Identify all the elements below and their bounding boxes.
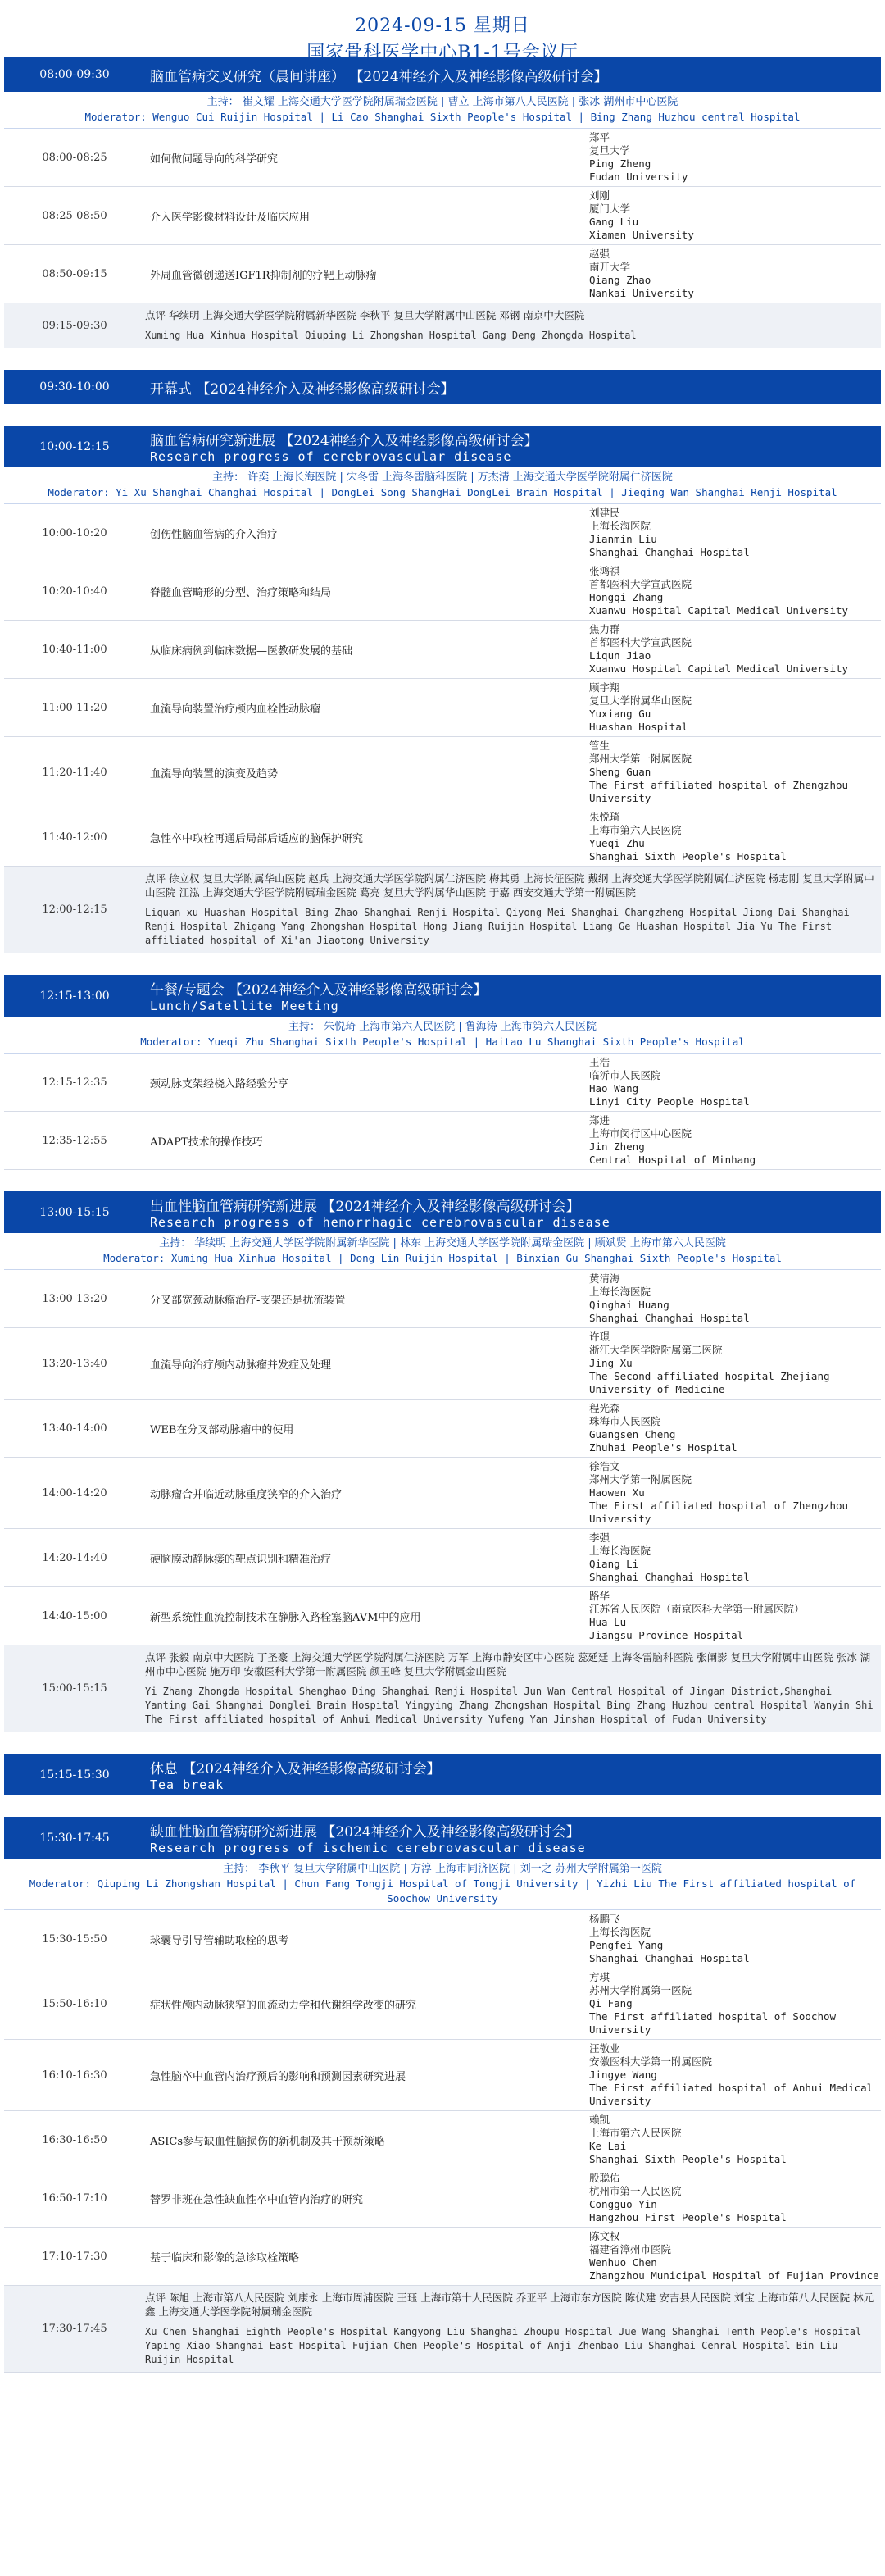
discussion-cn: 点评 徐立权 复旦大学附属华山医院 赵兵 上海交通大学医学院附属仁济医院 梅其勇 上海长征医院 戴纲 上海交通大学医学院附属仁济医院 杨志刚 复旦大学附属中山医院 江泓 上海交通大学医学院附属瑞金医院 葛亮 复旦大学附属华山医院 于嘉 西安交通大学第一附属医院 [145, 872, 874, 899]
speaker-name-en: Wenhuo Chen [589, 2256, 657, 2269]
session-title: 出血性脑血管病研究新进展 【2024神经介入及神经影像高级研讨会】 [150, 1199, 580, 1215]
speaker-name-en: Pengfei Yang [589, 1939, 664, 1951]
speaker-institution-cn: 浙江大学医学院附属第二医院 [589, 1344, 723, 1356]
speaker-institution-en: Shanghai Changhai Hospital [589, 1952, 750, 1964]
speaker-institution-en: Hangzhou First People's Hospital [589, 2211, 787, 2223]
speaker-name-en: Qinghai Huang [589, 1299, 669, 1311]
session-title-en: Research progress of ischemic cerebrovascular disease [150, 1841, 586, 1855]
talk-topic: 替罗非班在急性缺血性卒中血管内治疗的研究 [150, 2193, 364, 2206]
session-moderators [4, 1017, 881, 1054]
speaker-name-cn: 顾宇翔 [589, 681, 620, 694]
speaker-name-cn: 陈文权 [589, 2230, 620, 2242]
speaker-institution-en: Xuanwu Hospital Capital Medical University [589, 604, 849, 617]
discussion-cn: 点评 华续明 上海交通大学医学院附属新华医院 李秋平 复旦大学附属中山医院 邓钢 南京中大医院 [145, 309, 585, 321]
discussion-body [145, 1645, 881, 1732]
discussion-row [4, 867, 881, 953]
session-moderators [4, 1859, 881, 1910]
sessions-container [0, 57, 885, 2373]
speaker-institution-en: Zhuhai People's Hospital [589, 1441, 738, 1454]
talk-speaker [589, 2228, 881, 2285]
session-title-wrap [145, 1191, 881, 1233]
speaker-name-en: Yuxiang Gu [589, 708, 651, 720]
talk-speaker [589, 1968, 881, 2039]
talk-speaker [589, 1112, 881, 1169]
session-title: 午餐/专题会 【2024神经介入及神经影像高级研讨会】 [150, 982, 488, 999]
talk-row [4, 562, 881, 621]
talk-time: 12:15-12:35 [42, 1076, 107, 1089]
speaker-name-cn: 路华 [589, 1590, 610, 1602]
session-title: 缺血性脑血管病研究新进展 【2024神经介入及神经影像高级研讨会】 [150, 1824, 580, 1841]
session-time: 15:15-15:30 [39, 1768, 110, 1782]
talk-topic: 球囊导引导管辅助取栓的思考 [150, 1934, 289, 1947]
talk-time: 14:00-14:20 [42, 1486, 107, 1500]
moderators-en: Moderator: Qiuping Li Zhongshan Hospital | Chun Fang Tongji Hospital of Tongji University | Yizhi Liu The First affiliated hospital of Soochow University [29, 1877, 856, 1905]
session-gap [0, 1732, 885, 1754]
talk-time: 16:30-16:50 [42, 2133, 107, 2146]
talk-row [4, 129, 881, 187]
talk-row [4, 1054, 881, 1112]
session-moderators [4, 92, 881, 129]
session-title-wrap [145, 61, 881, 89]
speaker-institution-en: The First affiliated hospital of Anhui Medical University [589, 2082, 874, 2107]
speaker-name-cn: 程光森 [589, 1402, 620, 1414]
session-time: 12:15-13:00 [39, 989, 110, 1003]
speaker-institution-cn: 杭州市第一人民医院 [589, 2185, 682, 2197]
speaker-institution-cn: 苏州大学附属第一医院 [589, 1984, 692, 1996]
moderators-cn: 主持： 华续明 上海交通大学医学院附属新华医院 | 林东 上海交通大学医学院附属瑞金医院 | 顾斌贤 上海市第六人民医院 [159, 1237, 726, 1249]
speaker-name-cn: 许璟 [589, 1331, 610, 1343]
talk-time: 11:20-11:40 [42, 766, 107, 779]
talk-speaker [589, 1587, 881, 1645]
talk-row [4, 2169, 881, 2228]
talk-row [4, 1400, 881, 1458]
session-block [4, 57, 881, 348]
speaker-name-cn: 黄清海 [589, 1272, 620, 1285]
session-title-wrap [145, 975, 881, 1017]
session-title: 休息 【2024神经介入及神经影像高级研讨会】 [150, 1761, 441, 1777]
discussion-cn: 点评 陈旭 上海市第八人民医院 刘康永 上海市周浦医院 王珏 上海市第十人民医院 乔亚平 上海市东方医院 陈伏建 安吉县人民医院 刘宝 上海市第八人民医院 林元鑫 上海交通大学医学院附属瑞金医院 [145, 2292, 874, 2318]
talk-speaker [589, 1910, 881, 1968]
session-time: 13:00-15:15 [39, 1205, 110, 1219]
session-header [4, 975, 881, 1017]
speaker-name-en: Ke Lai [589, 2140, 627, 2152]
session-header [4, 1817, 881, 1859]
talk-speaker [589, 1328, 881, 1399]
session-title-wrap [145, 426, 881, 467]
talk-topic: 基于临床和影像的急诊取栓策略 [150, 2251, 300, 2264]
talk-topic: WEB在分叉部动脉瘤中的使用 [150, 1423, 294, 1436]
speaker-name-cn: 方琪 [589, 1971, 610, 1983]
talk-speaker [589, 2169, 881, 2227]
discussion-row [4, 303, 881, 348]
talk-time: 08:25-08:50 [42, 209, 107, 222]
speaker-institution-en: Huashan Hospital [589, 721, 688, 733]
talk-time: 15:50-16:10 [42, 1997, 107, 2010]
talk-topic: 分叉部宽颈动脉瘤治疗-支架还是扰流装置 [150, 1294, 346, 1307]
speaker-institution-en: The First affiliated hospital of Zhengzhou University [589, 779, 849, 804]
discussion-en: Yi Zhang Zhongda Hospital Shenghao Ding Shanghai Renji Hospital Jun Wan Central Hospital of Jingan District,Shanghai Yanting Gai Shanghai Donglei Brain Hospital Yingying Zhang Zhongshan Hospital Bing Zhang Huzhou central Hospital Wanyin Shi The First affiliated hospital of Anhui Medical University Yufeng Yan Jinshan Hospital of Fudan University [145, 1686, 874, 1725]
session-title-en: Lunch/Satellite Meeting [150, 999, 339, 1013]
talk-speaker [589, 1529, 881, 1586]
discussion-body [145, 867, 881, 953]
moderators-en: Moderator: Yueqi Zhu Shanghai Sixth People's Hospital | Haitao Lu Shanghai Sixth People's Hospital [140, 1035, 745, 1048]
talk-row [4, 1529, 881, 1587]
speaker-institution-cn: 首都医科大学宣武医院 [589, 578, 692, 590]
speaker-name-cn: 朱悦琦 [589, 811, 620, 823]
talk-topic: 硬脑膜动静脉瘘的靶点识别和精准治疗 [150, 1553, 332, 1566]
session-gap [0, 1795, 885, 1817]
talk-row [4, 2228, 881, 2286]
speaker-institution-en: Shanghai Changhai Hospital [589, 1571, 750, 1583]
discussion-time: 12:00-12:15 [42, 903, 107, 916]
session-title-wrap [145, 374, 881, 401]
talk-row [4, 504, 881, 562]
talk-time: 10:00-10:20 [42, 526, 107, 539]
talk-time: 14:40-15:00 [42, 1609, 107, 1623]
speaker-institution-en: Xiamen University [589, 229, 694, 241]
talk-time: 17:10-17:30 [42, 2250, 107, 2263]
talk-topic: 如何做问题导向的科学研究 [150, 152, 279, 166]
speaker-name-cn: 赖凯 [589, 2114, 610, 2126]
talk-row [4, 621, 881, 679]
talk-time: 11:40-12:00 [42, 831, 107, 844]
speaker-name-en: Jin Zheng [589, 1140, 645, 1153]
page-header [0, 0, 885, 63]
talk-row [4, 679, 881, 737]
talk-speaker [589, 1458, 881, 1528]
talk-time: 12:35-12:55 [42, 1134, 107, 1147]
session-title-wrap [145, 1817, 881, 1859]
speaker-institution-en: Nankai University [589, 287, 694, 299]
talk-speaker [589, 808, 881, 866]
talk-row [4, 2111, 881, 2169]
talk-topic: 创伤性脑血管病的介入治疗 [150, 528, 279, 541]
speaker-institution-en: Fudan University [589, 171, 688, 183]
speaker-institution-cn: 上海长海医院 [589, 1545, 651, 1557]
talk-speaker [589, 562, 881, 620]
talk-row [4, 808, 881, 867]
talk-row [4, 1910, 881, 1968]
talk-row [4, 1968, 881, 2040]
speaker-institution-en: Shanghai Sixth People's Hospital [589, 2153, 787, 2165]
talk-topic: 新型系统性血流控制技术在静脉入路栓塞脑AVM中的应用 [150, 1611, 421, 1624]
speaker-name-en: Liqun Jiao [589, 649, 651, 662]
talk-topic: 急性卒中取栓再通后局部后适应的脑保护研究 [150, 832, 364, 845]
talk-topic: 从临床病例到临床数据—医教研发展的基础 [150, 644, 353, 658]
speaker-institution-cn: 福建省漳州市医院 [589, 2243, 672, 2255]
session-title-en: Tea break [150, 1777, 225, 1792]
talk-speaker [589, 129, 881, 186]
speaker-name-cn: 汪敬业 [589, 2042, 620, 2055]
speaker-name-en: Hongqi Zhang [589, 591, 664, 603]
speaker-institution-cn: 首都医科大学宣武医院 [589, 636, 692, 649]
session-header [4, 1191, 881, 1233]
discussion-en: Xuming Hua Xinhua Hospital Qiuping Li Zhongshan Hospital Gang Deng Zhongda Hospital [145, 330, 637, 341]
talk-speaker [589, 187, 881, 244]
speaker-name-en: Hua Lu [589, 1616, 627, 1628]
speaker-name-cn: 刘刚 [589, 189, 610, 202]
session-gap [0, 404, 885, 426]
moderators-en: Moderator: Yi Xu Shanghai Changhai Hospital | DongLei Song ShangHai DongLei Brain Hospital | Jieqing Wan Shanghai Renji Hospital [48, 486, 837, 498]
talk-speaker [589, 2111, 881, 2169]
speaker-name-cn: 赵强 [589, 248, 610, 260]
talk-speaker [589, 1270, 881, 1327]
talk-row [4, 1458, 881, 1529]
session-block [4, 370, 881, 404]
session-title: 开幕式 【2024神经介入及神经影像高级研讨会】 [150, 380, 455, 398]
moderators-en: Moderator: Wenguo Cui Ruijin Hospital | Li Cao Shanghai Sixth People's Hospital | Bing Zhang Huzhou central Hospital [84, 111, 801, 123]
speaker-name-cn: 徐浩文 [589, 1460, 620, 1472]
speaker-institution-en: Shanghai Sixth People's Hospital [589, 850, 787, 862]
talk-row [4, 1270, 881, 1328]
session-time: 15:30-17:45 [39, 1831, 110, 1845]
talk-row [4, 1328, 881, 1400]
speaker-name-cn: 郑进 [589, 1114, 610, 1126]
talk-time: 10:40-11:00 [42, 643, 107, 656]
session-gap [0, 953, 885, 975]
speaker-institution-cn: 临沂市人民医院 [589, 1069, 661, 1081]
page-venue: 国家骨科医学中心B1-1号会议厅 [306, 43, 579, 63]
moderators-cn: 主持： 崔文耀 上海交通大学医学院附属瑞金医院 | 曹立 上海市第八人民医院 | 张冰 湖州市中心医院 [206, 96, 678, 108]
session-moderators [4, 467, 881, 504]
speaker-institution-en: The First affiliated hospital of Zhengzhou University [589, 1500, 849, 1525]
talk-topic: 血流导向装置治疗颅内血栓性动脉瘤 [150, 703, 321, 716]
speaker-name-cn: 管生 [589, 740, 610, 752]
discussion-row [4, 1645, 881, 1732]
speaker-name-en: Jingye Wang [589, 2069, 657, 2081]
talk-time: 16:10-16:30 [42, 2069, 107, 2082]
talk-time: 10:20-10:40 [42, 585, 107, 598]
discussion-time: 09:15-09:30 [42, 319, 107, 332]
talk-row [4, 245, 881, 303]
speaker-institution-cn: 上海长海医院 [589, 520, 651, 532]
speaker-institution-cn: 安徽医科大学第一附属医院 [589, 2055, 713, 2068]
discussion-row [4, 2286, 881, 2373]
speaker-name-cn: 郑平 [589, 131, 610, 143]
speaker-name-cn: 李强 [589, 1531, 610, 1544]
talk-speaker [589, 1400, 881, 1457]
talk-topic: 血流导向治疗颅内动脉瘤并发症及处理 [150, 1359, 332, 1372]
speaker-institution-en: Central Hospital of Minhang [589, 1154, 756, 1166]
discussion-cn: 点评 张毅 南京中大医院 丁圣豪 上海交通大学医学院附属仁济医院 万军 上海市静安区中心医院 蕊延廷 上海冬雷脑科医院 张阐影 复旦大学附属中山医院 张冰 湖州市中心医院 施万印 安徽医科大学第一附属医院 颜玉峰 复旦大学附属金山医院 [145, 1651, 871, 1677]
speaker-name-en: Jing Xu [589, 1357, 633, 1369]
page-date: 2024-09-15 星期日 [355, 16, 530, 36]
talk-topic: 急性脑卒中血管内治疗预后的影响和预测因素研究进展 [150, 2070, 406, 2083]
talk-topic: 症状性颅内动脉狭窄的血流动力学和代谢组学改变的研究 [150, 1999, 417, 2012]
talk-row [4, 737, 881, 808]
discussion-en: Liquan xu Huashan Hospital Bing Zhao Shanghai Renji Hospital Qiyong Mei Shanghai Changzheng Hospital Jiong Dai Shanghai Renji Hospital Zhigang Yang Zhongshan Hospital Hong Jiang Ruijin Hospital Liang Ge Huashan Hospital Jia Yu The First affiliated hospital of Xi'an Jiaotong University [145, 907, 850, 946]
speaker-name-cn: 王浩 [589, 1056, 610, 1068]
speaker-institution-cn: 厦门大学 [589, 203, 631, 215]
session-title-en: Research progress of cerebrovascular disease [150, 449, 512, 464]
speaker-name-en: Haowen Xu [589, 1486, 645, 1499]
talk-row [4, 1112, 881, 1170]
speaker-institution-cn: 上海市闵行区中心医院 [589, 1127, 692, 1140]
speaker-institution-cn: 上海长海医院 [589, 1926, 651, 1938]
speaker-institution-en: Shanghai Changhai Hospital [589, 546, 750, 558]
speaker-name-cn: 焦力群 [589, 623, 620, 635]
speaker-name-en: Qiang Li [589, 1558, 639, 1570]
talk-speaker [589, 245, 881, 303]
talk-row [4, 1587, 881, 1645]
speaker-institution-cn: 上海长海医院 [589, 1286, 651, 1298]
session-block [4, 975, 881, 1170]
session-gap [0, 348, 885, 370]
talk-topic: 血流导向装置的演变及趋势 [150, 767, 279, 781]
talk-speaker [589, 1054, 881, 1111]
session-time: 09:30-10:00 [39, 380, 110, 394]
session-time: 08:00-09:30 [39, 68, 110, 81]
speaker-name-en: Yueqi Zhu [589, 837, 645, 849]
discussion-time: 17:30-17:45 [42, 2323, 107, 2335]
speaker-institution-en: The Second affiliated hospital Zhejiang University of Medicine [589, 1370, 830, 1395]
session-header [4, 370, 881, 404]
speaker-institution-cn: 上海市第六人民医院 [589, 2127, 682, 2139]
speaker-name-en: Hao Wang [589, 1082, 639, 1095]
speaker-institution-cn: 珠海市人民医院 [589, 1415, 661, 1427]
session-title-en: Research progress of hemorrhagic cerebrovascular disease [150, 1215, 610, 1230]
talk-topic: ASICs参与缺血性脑损伤的新机制及其干预新策略 [150, 2135, 386, 2148]
talk-topic: 动脉瘤合并临近动脉重度狭窄的介入治疗 [150, 1488, 343, 1501]
talk-topic: 脊髓血管畸形的分型、治疗策略和结局 [150, 586, 332, 599]
moderators-en: Moderator: Xuming Hua Xinhua Hospital | Dong Lin Ruijin Hospital | Binxian Gu Shanghai Sixth People's Hospital [103, 1252, 782, 1264]
speaker-institution-cn: 复旦大学 [589, 144, 631, 157]
speaker-name-en: Congguo Yin [589, 2198, 657, 2210]
talk-time: 14:20-14:40 [42, 1551, 107, 1564]
speaker-institution-cn: 南开大学 [589, 261, 631, 273]
speaker-name-cn: 张鸿祺 [589, 565, 620, 577]
talk-speaker [589, 737, 881, 808]
talk-time: 13:00-13:20 [42, 1292, 107, 1305]
talk-time: 15:30-15:50 [42, 1932, 107, 1946]
discussion-body [145, 2286, 881, 2372]
session-block [4, 1754, 881, 1795]
moderators-cn: 主持： 许奕 上海长海医院 | 宋冬雷 上海冬雷脑科医院 | 万杰清 上海交通大学医学院附属仁济医院 [212, 471, 673, 484]
discussion-en: Xu Chen Shanghai Eighth People's Hospital Kangyong Liu Shanghai Zhoupu Hospital Jue Wang Shanghai Tenth People's Hospital Yaping Xiao Shanghai East Hospital Fujian Chen People's Hospital of Anji Zhenbao Liu Shanghai Cenral Hospital Bin Liu Ruijin Hospital [145, 2326, 862, 2365]
speaker-name-cn: 殷聪佑 [589, 2172, 620, 2184]
talk-time: 13:20-13:40 [42, 1357, 107, 1370]
session-time: 10:00-12:15 [39, 439, 110, 453]
speaker-institution-cn: 郑州大学第一附属医院 [589, 1473, 692, 1486]
session-title-wrap [145, 1754, 881, 1795]
talk-time: 16:50-17:10 [42, 2191, 107, 2205]
speaker-institution-en: Linyi City People Hospital [589, 1095, 750, 1108]
talk-time: 13:40-14:00 [42, 1422, 107, 1435]
speaker-name-cn: 刘建民 [589, 507, 620, 519]
speaker-name-en: Gang Liu [589, 216, 639, 228]
session-header [4, 57, 881, 92]
speaker-institution-en: The First affiliated hospital of Soochow University [589, 2010, 837, 2036]
moderators-cn: 主持： 朱悦琦 上海市第六人民医院 | 鲁海涛 上海市第六人民医院 [288, 1021, 597, 1033]
session-title: 脑血管病研究新进展 【2024神经介入及神经影像高级研讨会】 [150, 433, 538, 449]
speaker-institution-en: Shanghai Changhai Hospital [589, 1312, 750, 1324]
talk-topic: ADAPT技术的操作技巧 [150, 1136, 263, 1149]
session-block [4, 1817, 881, 2373]
discussion-body [145, 303, 881, 348]
speaker-institution-en: Xuanwu Hospital Capital Medical University [589, 662, 849, 675]
speaker-institution-en: Jiangsu Province Hospital [589, 1629, 744, 1641]
talk-speaker [589, 2040, 881, 2110]
session-header [4, 426, 881, 467]
speaker-name-en: Sheng Guan [589, 766, 651, 778]
speaker-name-cn: 杨鹏飞 [589, 1913, 620, 1925]
talk-topic: 外周血管微创递送IGF1R抑制剂的疗靶上动脉瘤 [150, 269, 377, 282]
discussion-time: 15:00-15:15 [42, 1682, 107, 1695]
moderators-cn: 主持： 李秋平 复旦大学附属中山医院 | 方淳 上海市同济医院 | 刘一之 苏州大学附属第一医院 [223, 1863, 662, 1875]
session-moderators [4, 1233, 881, 1270]
speaker-institution-cn: 上海市第六人民医院 [589, 824, 682, 836]
session-header [4, 1754, 881, 1795]
session-title: 脑血管病交叉研究（晨间讲座） 【2024神经介入及神经影像高级研讨会】 [150, 68, 608, 85]
talk-speaker [589, 621, 881, 678]
speaker-institution-cn: 郑州大学第一附属医院 [589, 753, 692, 765]
speaker-name-en: Qi Fang [589, 1997, 633, 2009]
speaker-name-en: Qiang Zhao [589, 274, 651, 286]
speaker-institution-cn: 复旦大学附属华山医院 [589, 694, 692, 707]
talk-time: 08:50-09:15 [42, 267, 107, 280]
speaker-name-en: Ping Zheng [589, 157, 651, 170]
talk-speaker [589, 679, 881, 736]
talk-topic: 颈动脉支架经桡入路经验分享 [150, 1077, 289, 1090]
talk-topic: 介入医学影像材料设计及临床应用 [150, 211, 311, 224]
talk-row [4, 2040, 881, 2111]
talk-time: 11:00-11:20 [42, 701, 107, 714]
speaker-institution-en: Zhangzhou Municipal Hospital of Fujian Province [589, 2269, 879, 2282]
session-gap [0, 1170, 885, 1191]
session-block [4, 1191, 881, 1732]
talk-time: 08:00-08:25 [42, 151, 107, 164]
speaker-name-en: Jianmin Liu [589, 533, 657, 545]
talk-speaker [589, 504, 881, 562]
session-block [4, 426, 881, 953]
talk-row [4, 187, 881, 245]
speaker-name-en: Guangsen Cheng [589, 1428, 676, 1440]
speaker-institution-cn: 江苏省人民医院（南京医科大学第一附属医院） [589, 1603, 805, 1615]
